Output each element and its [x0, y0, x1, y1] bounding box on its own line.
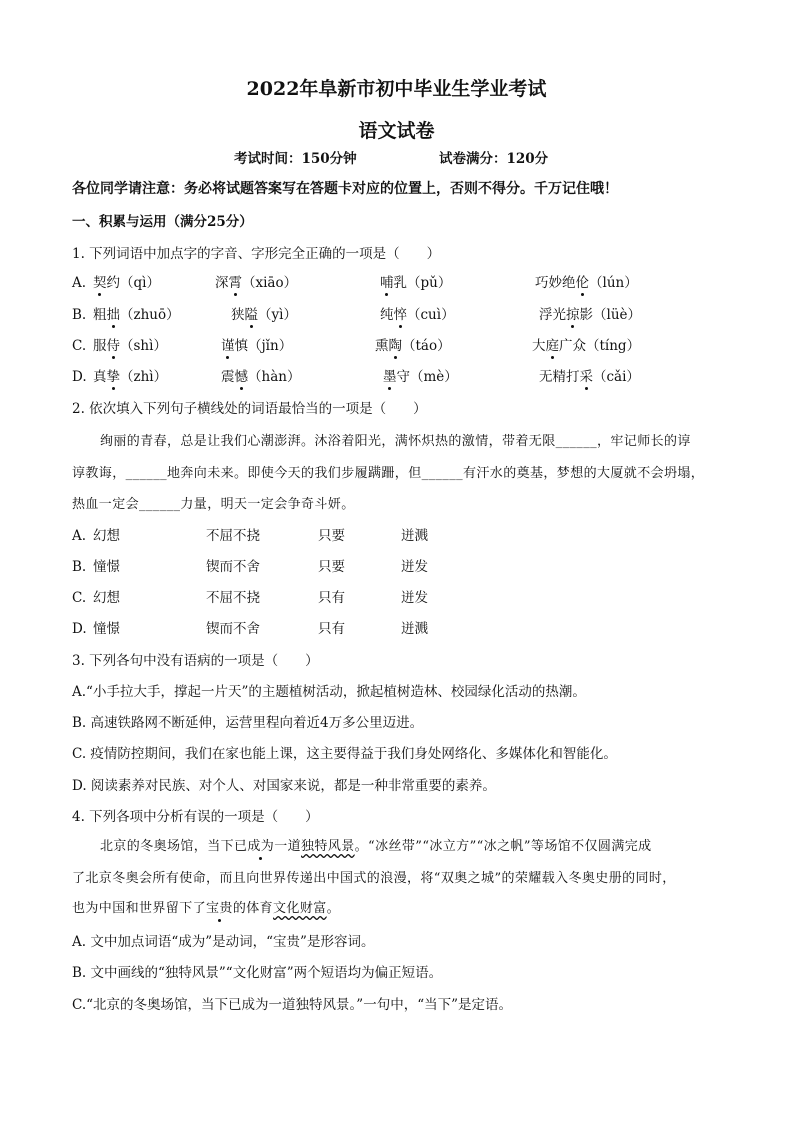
underlined-phrase: 文化财富 — [273, 901, 327, 916]
option-word: 只要 — [318, 528, 345, 544]
dotted-char: 采 — [579, 369, 593, 385]
passage-text: 也为中国和世界留下了 — [72, 901, 207, 916]
item-text: 约（qì） — [106, 275, 160, 291]
item-text: （zhì） — [120, 369, 168, 385]
q3-option-d: D. 阅读素养对民族、对个人、对国家来说，都是一种非常重要的素养。 — [72, 778, 496, 794]
option-word: 迸发 — [401, 559, 428, 575]
option-item — [539, 306, 641, 324]
dotted-char: 谨 — [221, 338, 235, 354]
dotted-char: 掠 — [566, 307, 580, 323]
dotted-char: 契 — [93, 275, 107, 291]
exam-subtitle: 语文试卷 — [358, 120, 435, 142]
section-heading: 一、积累与运用（满分25分） — [72, 214, 253, 230]
item-text: 乳（pǔ） — [393, 275, 452, 291]
q3-option-a: A.“小手拉大手，撑起一片天”的主题植树活动，掀起植树造林、校园绿化活动的热潮。 — [72, 684, 586, 700]
option-item — [383, 368, 458, 386]
option-item — [215, 274, 297, 292]
option-item — [93, 337, 167, 355]
option-label: B. — [72, 559, 87, 575]
option-item — [231, 306, 297, 324]
dotted-char: 侍 — [106, 338, 120, 354]
option-word: 不屈不挠 — [206, 590, 260, 606]
option-item — [535, 274, 638, 292]
option-label: D. — [72, 369, 87, 385]
option-word: 幻想 — [93, 528, 120, 544]
option-label: A. — [72, 275, 87, 291]
item-text: 大 — [532, 338, 546, 354]
item-text: （yì） — [258, 307, 297, 323]
option-word: 只有 — [318, 621, 345, 637]
q4-passage-line — [72, 900, 340, 918]
dotted-char: 霄 — [228, 275, 242, 291]
option-label: C. — [72, 590, 87, 606]
option-word: 迸发 — [401, 590, 428, 606]
option-item — [93, 306, 180, 324]
item-text: 纯 — [380, 307, 394, 323]
dotted-word: 宝贵 — [206, 901, 233, 916]
item-text: 广众（tíng） — [559, 338, 641, 354]
dotted-char: 隘 — [244, 307, 258, 323]
dotted-char: 庭 — [545, 338, 559, 354]
dotted-char: 悴 — [393, 307, 407, 323]
item-text: （hàn） — [248, 369, 301, 385]
q2-passage-line: 谆教诲，______地奔向未来。即使今天的我们步履蹒跚，但______有汗水的奠基，梦想的大厦就不会坍塌， — [72, 466, 705, 481]
dotted-char: 挚 — [106, 369, 120, 385]
option-item — [532, 337, 640, 355]
item-text: 浮光 — [539, 307, 566, 323]
item-text: 无精打 — [539, 369, 580, 385]
option-item — [380, 306, 455, 324]
passage-text: 一道 — [274, 839, 302, 854]
dotted-char: 哺 — [380, 275, 394, 291]
dotted-char: 墨 — [383, 369, 397, 385]
option-item — [380, 274, 451, 292]
q4-stem: 4. 下列各项中分析有误的一项是（ ） — [72, 809, 319, 825]
option-word: 只有 — [318, 590, 345, 606]
dotted-char: 伦 — [575, 275, 589, 291]
option-label: A. — [72, 528, 87, 544]
q1-stem: 1. 下列词语中加点字的字音、字形完全正确的一项是（ ） — [72, 246, 441, 262]
q3-option-b: B. 高速铁路网不断延伸，运营里程向着近4万多公里迈进。 — [72, 715, 424, 731]
item-text: 慎（jǐn） — [234, 338, 293, 354]
item-text: 守（mè） — [396, 369, 458, 385]
q2-stem: 2. 依次填入下列句子横线处的词语最恰当的一项是（ ） — [72, 401, 427, 417]
dotted-char: 憾 — [234, 369, 248, 385]
option-item — [93, 368, 167, 386]
item-text: （xiāo） — [242, 275, 298, 291]
item-text: 熏 — [375, 338, 389, 354]
passage-text: 。“冰丝带”“冰立方”“冰之帆”等场馆不仅圆满完成 — [354, 839, 652, 854]
option-label: C. — [72, 338, 87, 354]
q4-option-a: A. 文中加点词语“成为”是动词，“宝贵”是形容词。 — [72, 934, 375, 950]
underlined-phrase: 独特风景 — [301, 839, 355, 854]
q4-option-b: B. 文中画线的“独特风景”“文化财富”两个短语均为偏正短语。 — [72, 965, 443, 981]
item-text: （táo） — [402, 338, 451, 354]
option-word: 幻想 — [93, 590, 120, 606]
option-item — [221, 337, 292, 355]
option-word: 不屈不挠 — [206, 528, 260, 544]
passage-text: 。 — [326, 901, 341, 916]
option-word: 憧憬 — [93, 621, 120, 637]
passage-text: 北京的冬奥场馆，当下已 — [100, 839, 248, 854]
item-text: 巧妙绝 — [535, 275, 576, 291]
item-text: 影（lüè） — [579, 307, 642, 323]
item-text: 真 — [93, 369, 107, 385]
item-text: （cuì） — [407, 307, 455, 323]
item-text: （zhuō） — [120, 307, 180, 323]
option-label: B. — [72, 307, 87, 323]
full-score: 试卷满分：120分 — [439, 151, 549, 167]
q2-passage-line: 绚丽的青春，总是让我们心潮澎湃。沐浴着阳光，满怀炽热的激情，带着无限______，牢记师长的谆 — [100, 434, 691, 449]
q3-option-c: C. 疫情防控期间，我们在家也能上课，这主要得益于我们身处网络化、多媒体化和智能化。 — [72, 746, 617, 762]
exam-notice: 各位同学请注意：务必将试题答案写在答题卡对应的位置上，否则不得分。千万记住哦！ — [72, 181, 618, 197]
option-item — [375, 337, 451, 355]
q2-passage-line: 热血一定会______力量，明天一定会争奇斗妍。 — [72, 497, 355, 512]
item-text: 狭 — [231, 307, 245, 323]
option-word: 锲而不舍 — [206, 559, 260, 575]
option-word: 只要 — [318, 559, 345, 575]
option-item — [539, 368, 640, 386]
item-text: 服 — [93, 338, 107, 354]
item-text: 粗 — [93, 307, 107, 323]
option-word: 迸溅 — [401, 528, 428, 544]
passage-text: 的体育 — [232, 901, 274, 916]
item-text: （cǎi） — [593, 369, 640, 385]
dotted-char: 拙 — [106, 307, 120, 323]
q3-stem: 3. 下列各句中没有语病的一项是（ ） — [72, 653, 319, 669]
item-text: （lún） — [589, 275, 638, 291]
option-label: D. — [72, 621, 87, 637]
q4-passage-line — [100, 838, 652, 856]
item-text: 深 — [215, 275, 229, 291]
option-word: 憧憬 — [93, 559, 120, 575]
option-word: 锲而不舍 — [206, 621, 260, 637]
dotted-char: 陶 — [388, 338, 402, 354]
q4-passage-line: 了北京冬奥会所有使命，而且向世界传递出中国式的浪漫，将“双奥之城”的荣耀载入冬奥史册的同时， — [72, 871, 676, 886]
option-item — [93, 274, 160, 292]
option-word: 迸溅 — [401, 621, 428, 637]
item-text: （shì） — [120, 338, 167, 354]
item-text: 震 — [221, 369, 235, 385]
exam-title: 2022年阜新市初中毕业生学业考试 — [246, 78, 547, 100]
q4-option-c: C.“北京的冬奥场馆，当下已成为一道独特风景。”一句中，“当下”是定语。 — [72, 997, 512, 1013]
exam-time: 考试时间：150分钟 — [234, 151, 357, 167]
option-item — [221, 368, 300, 386]
dotted-word: 成为 — [247, 839, 275, 854]
